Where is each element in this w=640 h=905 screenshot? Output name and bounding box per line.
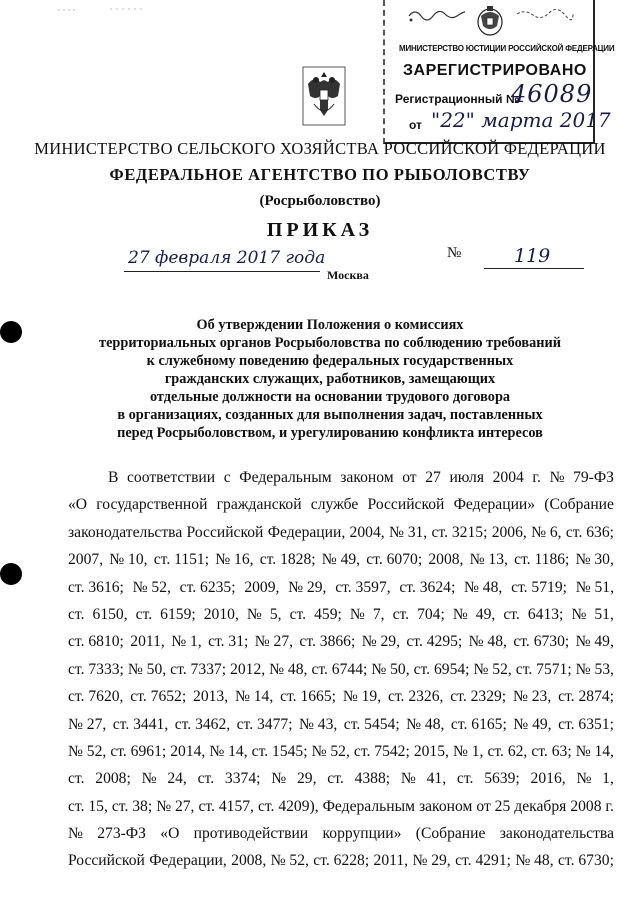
body-word: 79-ФЗ	[573, 469, 614, 486]
body-word: № 29,	[412, 852, 451, 870]
body-word: ст. 6235;	[179, 578, 236, 596]
body-word: №	[68, 825, 83, 843]
body-word: ст. 6351;	[558, 715, 614, 733]
stamp-registration-label: Регистрационный №	[395, 92, 520, 106]
body-line	[68, 793, 614, 820]
body-word: № 27,	[68, 715, 107, 733]
body-word: законодательства	[68, 523, 183, 541]
document-type: ПРИКАЗ	[266, 219, 374, 241]
body-word: 6413;	[527, 605, 564, 623]
body-word: Российской	[367, 496, 445, 514]
body-word: №	[549, 469, 565, 486]
body-word: №	[246, 605, 262, 623]
body-word: соответствии	[127, 469, 216, 486]
body-word: законом	[418, 797, 473, 815]
body-word: Российской	[186, 523, 264, 541]
body-word: ст. 4295;	[406, 633, 463, 651]
title-line: территориальных органов Росрыболовства по соблюдению требований	[99, 335, 561, 351]
body-word: ст. 4209),	[257, 797, 319, 815]
body-word: декабря	[514, 797, 567, 815]
body-word: 6150,	[92, 605, 128, 623]
body-word: гражданской	[216, 496, 302, 514]
body-word: 41,	[426, 770, 447, 788]
body-word: (Собрание	[415, 825, 486, 843]
body-word: № 52,	[68, 742, 107, 760]
registration-stamp	[383, 0, 615, 144]
body-line	[68, 765, 614, 792]
body-word: № 14,	[209, 742, 248, 760]
agency-name: ФЕДЕРАЛЬНОЕ АГЕНТСТВО ПО РЫБОЛОВСТВУ	[109, 165, 531, 184]
body-word: ст. 3597,	[335, 578, 391, 596]
body-word: 2015,	[413, 742, 449, 760]
body-word: №	[349, 605, 365, 623]
body-word: ст.	[503, 605, 520, 623]
body-word: ст. 3477;	[236, 715, 293, 733]
title-line: гражданских служащих, работников, замещающих	[164, 371, 496, 387]
body-word: 2012,	[230, 660, 266, 678]
title-line: в организациях, созданных для выполнения задач, поставленных	[117, 407, 543, 423]
stamp-registered-label: ЗАРЕГИСТРИРОВАНО	[403, 62, 587, 79]
body-word: ст. 6961;	[110, 742, 167, 760]
body-word: Федерации»	[453, 496, 536, 514]
body-line	[68, 464, 614, 491]
body-word: ст. 7542;	[353, 742, 410, 760]
title-line: перед Росрыболовством, и урегулированию конфликта интересов	[117, 425, 543, 441]
order-city: Москва	[327, 268, 369, 282]
number-underline	[484, 268, 584, 269]
body-word: ст. 6070;	[366, 551, 423, 569]
body-word: №	[576, 770, 592, 788]
body-word: № 10,	[109, 551, 148, 569]
stamp-emblem-icon	[473, 4, 507, 38]
body-word: № 49,	[575, 633, 614, 651]
body-word: № 49,	[321, 551, 361, 569]
body-line	[68, 847, 614, 874]
body-word: 51,	[594, 605, 614, 623]
body-word: от	[402, 469, 417, 486]
body-word: 2014,	[170, 742, 206, 760]
body-word: ст. 1545;	[251, 742, 308, 760]
body-word: № 51,	[575, 578, 614, 596]
body-word: 6159;	[160, 605, 196, 623]
body-word: (Собрание	[544, 496, 614, 514]
body-word: ст. 6228;	[313, 852, 370, 870]
body-word: 2008 г.	[570, 797, 614, 815]
body-word: 2004	[492, 469, 524, 486]
body-word: № 48,	[464, 578, 503, 596]
body-word: Федерации,	[149, 852, 227, 870]
body-word: ст. 636;	[565, 523, 614, 541]
body-word: № 48,	[515, 852, 554, 870]
punch-hole-top	[0, 321, 22, 343]
agency-short-name: (Росрыболовство)	[259, 193, 381, 209]
body-word: ст. 3866;	[299, 633, 356, 651]
body-word: № 52,	[270, 852, 309, 870]
body-word: ст.	[289, 605, 307, 623]
body-word: Федерации,	[267, 523, 346, 541]
order-date: 27 февраля 2017 года	[128, 248, 326, 268]
body-line	[68, 491, 614, 518]
body-line	[68, 574, 614, 601]
number-sign: №	[447, 245, 462, 261]
body-word: № 48,	[269, 660, 308, 678]
body-word: ст. 7337;	[170, 660, 227, 678]
body-word: 2016,	[530, 770, 566, 788]
body-word: ст.	[197, 770, 215, 788]
order-number: 119	[514, 245, 551, 267]
body-word: ст. 3462,	[174, 715, 231, 733]
order-body-text	[68, 464, 614, 875]
body-word: 7,	[372, 605, 385, 623]
title-line: к служебному поведению федеральных государственных	[146, 353, 514, 369]
body-word: № 14,	[575, 742, 614, 760]
body-word: ст. 7571;	[515, 660, 572, 678]
body-word: № 52,	[132, 578, 171, 596]
ministry-name: МИНИСТЕРСТВО СЕЛЬСКОГО ХОЗЯЙСТВА РОССИЙСКОЙ ФЕДЕРАЦИИ	[34, 139, 606, 158]
body-line	[68, 820, 614, 847]
body-word: ст. 3215;	[431, 523, 488, 541]
body-word: законом	[340, 469, 394, 486]
body-word: ст. 3441,	[112, 715, 169, 733]
body-line	[68, 546, 614, 573]
body-word: 5,	[269, 605, 282, 623]
body-word: 49,	[475, 605, 496, 623]
body-word: 3374;	[224, 770, 261, 788]
body-word: 2010,	[203, 605, 239, 623]
body-word: ст. 5719;	[511, 578, 567, 596]
body-word: № 52,	[473, 660, 512, 678]
body-word: ст. 3616;	[68, 578, 124, 596]
body-word: №	[571, 605, 587, 623]
body-word: 459;	[314, 605, 342, 623]
body-word: ст. 38;	[111, 797, 153, 815]
stamp-date-prefix: от	[409, 118, 422, 132]
body-word: 4388;	[354, 770, 391, 788]
body-line	[68, 628, 614, 655]
body-word: ст. 63;	[531, 742, 572, 760]
body-word: ст. 5454;	[343, 715, 400, 733]
stamp-signature-scribble	[407, 6, 467, 22]
body-word: № 14,	[234, 688, 274, 706]
stamp-ministry-name: МИНИСТЕРСТВО ЮСТИЦИИ РОССИЙСКОЙ ФЕДЕРАЦИИ	[399, 44, 615, 53]
body-word: № 27,	[156, 797, 195, 815]
body-word: ст. 7333;	[68, 660, 124, 678]
body-word: противодействии	[193, 825, 309, 843]
body-word: Федеральным	[239, 469, 332, 486]
body-word: № 29,	[288, 578, 327, 596]
body-line	[68, 738, 614, 765]
body-word: ст.	[456, 770, 474, 788]
body-word: 2013,	[193, 688, 229, 706]
body-word: Российской	[68, 852, 145, 870]
order-title	[80, 316, 580, 442]
body-word: №	[400, 770, 416, 788]
body-word: ст.	[327, 770, 344, 788]
body-word: государственной	[96, 496, 208, 514]
body-word: № 48,	[406, 715, 445, 733]
body-word: ст. 7652;	[130, 688, 187, 706]
body-word: 2009,	[244, 578, 280, 596]
body-word: 29,	[296, 770, 317, 788]
punch-hole-bottom	[0, 563, 22, 585]
body-word: ст.	[135, 605, 153, 623]
body-word: ст. 31;	[208, 633, 249, 651]
body-word: № 1,	[452, 742, 484, 760]
body-word: 2004,	[349, 523, 385, 541]
body-word: №	[452, 605, 468, 623]
body-word: ст. 2874;	[558, 688, 614, 706]
body-line	[68, 683, 614, 710]
body-line	[68, 519, 614, 546]
body-word: № 6,	[531, 523, 562, 541]
body-word: ст. 2326,	[387, 688, 444, 706]
body-word: № 29,	[361, 633, 400, 651]
body-word: июля	[449, 469, 484, 486]
body-word: № 43,	[299, 715, 338, 733]
body-word: ст. 7620,	[68, 688, 124, 706]
body-word: службе	[310, 496, 359, 514]
body-word: 2008,	[428, 551, 464, 569]
body-word: 2007,	[68, 551, 104, 569]
body-word: ст. 62,	[487, 742, 528, 760]
body-word: № 53,	[575, 660, 614, 678]
body-word: ст. 6730;	[558, 852, 614, 870]
body-word: ст. 1828;	[259, 551, 316, 569]
body-line	[68, 601, 614, 628]
body-word: №	[271, 770, 287, 788]
body-word: №	[141, 770, 157, 788]
body-word: «О	[160, 825, 180, 843]
body-word: № 30,	[575, 551, 614, 569]
body-word: 704;	[417, 605, 445, 623]
date-underline	[124, 271, 320, 272]
body-word: 2011,	[130, 633, 165, 651]
stamp-registration-date: "22" марта 2017	[431, 108, 611, 132]
body-word: с	[223, 469, 231, 486]
body-word: ст.	[392, 605, 410, 623]
body-word: Федеральным	[322, 797, 415, 815]
title-line: Об утверждении Положения о комиссиях	[196, 317, 464, 333]
body-word: коррупции»	[322, 825, 402, 843]
body-word: ст. 1186;	[514, 551, 570, 569]
body-word: № 23,	[512, 688, 552, 706]
body-word: ст. 1151;	[153, 551, 210, 569]
body-word: № 50,	[371, 660, 410, 678]
body-word: ст. 3624;	[399, 578, 456, 596]
body-word: № 48,	[468, 633, 507, 651]
body-word: 2008;	[95, 770, 131, 788]
body-word: 2008,	[231, 852, 267, 870]
body-word: ст. 4291;	[455, 852, 511, 870]
body-word: 1,	[602, 770, 614, 788]
body-word: В	[108, 469, 119, 486]
body-word: № 49,	[513, 715, 552, 733]
body-line	[68, 656, 614, 683]
body-word: 2006,	[491, 523, 527, 541]
body-word: ст. 6810;	[68, 633, 124, 651]
body-word: от 25	[476, 797, 511, 815]
body-word: 273-ФЗ	[97, 825, 146, 843]
body-word: г.	[532, 469, 541, 486]
body-word: ст. 2329;	[450, 688, 507, 706]
body-word: ст. 6954;	[413, 660, 470, 678]
coat-of-arms-icon	[302, 66, 346, 126]
body-word: законодательства	[499, 825, 614, 843]
body-word: ст. 6730;	[513, 633, 570, 651]
body-word: 2011,	[373, 852, 409, 870]
body-word: ст. 1665;	[280, 688, 336, 706]
body-word: № 19,	[342, 688, 382, 706]
body-word: 27	[425, 469, 441, 486]
body-word: «О	[68, 496, 88, 514]
body-word: ст.	[68, 770, 85, 788]
scan-artifact	[58, 6, 148, 14]
body-word: 24,	[167, 770, 187, 788]
body-word: № 1,	[171, 633, 202, 651]
body-word: ст. 15,	[68, 797, 108, 815]
title-line: отдельные должности на основании трудового договора	[149, 389, 511, 405]
stamp-registration-number: 46089	[511, 80, 593, 108]
body-word: № 16,	[215, 551, 254, 569]
body-word: ст. 4157,	[198, 797, 254, 815]
body-word: ст. 6165;	[450, 715, 507, 733]
body-word: ст.	[68, 605, 85, 623]
body-word: № 50,	[127, 660, 167, 678]
stamp-scribble-right	[515, 6, 575, 22]
body-word: № 31,	[388, 523, 428, 541]
body-line	[68, 711, 614, 738]
body-word: № 27,	[254, 633, 294, 651]
body-word: № 52,	[311, 742, 350, 760]
body-word: № 13,	[469, 551, 508, 569]
body-word: 5639;	[484, 770, 520, 788]
body-word: ст. 6744;	[311, 660, 368, 678]
